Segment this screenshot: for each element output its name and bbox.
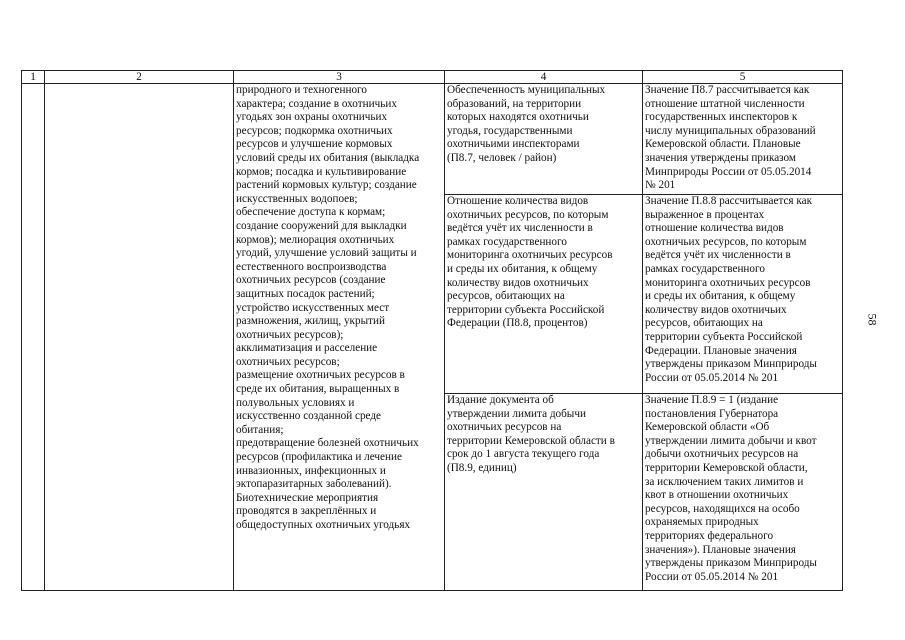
header-col-2: 2 — [45, 71, 234, 84]
indicator-p8-7: Обеспеченность муниципальных образований, на территории которых находятся охотничьи угодья, государственными охотничьими инспекторами (П8.7, человек / район) — [447, 84, 606, 164]
description-p8-8: Значение П.8.8 рассчитывается как выраженное в процентах отношение количества видов охотничьих ресурсов, по которым ведётся учёт их численности в рамках государственного мониторинга охотничьих ресурсов и среды их обитания, к общему количеству видов охотничьих ресурсов, обитающих на территории субъекта Российской Федерации. Плановые значения утверждены приказом Минприроды России от 05.05.2014 № 201 — [645, 195, 817, 384]
col1-cell-empty — [22, 84, 45, 591]
table-row — [22, 84, 843, 195]
header-col-4: 4 — [445, 71, 643, 84]
header-row — [22, 71, 843, 84]
header-col-3: 3 — [234, 71, 445, 84]
document-table — [21, 70, 843, 591]
indicator-p8-8: Отношение количества видов охотничьих ресурсов, по которым ведётся учёт их численности в рамках государственного мониторинга охотничьих ресурсов и среды их обитания, к общему количеству видов охотничьих ресурсов, обитающих на территории субъекта Российской Федерации (П8.8, процентов) — [447, 195, 613, 330]
description-p8-9: Значение П.8.9 = 1 (издание постановления Губернатора Кемеровской области «Об утверждении лимита добычи и квот добычи охотничьих ресурсов на территории Кемеровской области, за исключением таких лимитов и квот в отношении охотничьих ресурсов, находящихся на особо охраняемых природных территориях федерального значения»). Плановые значения утверждены приказом Минприроды России от 05.05.2014 № 201 — [645, 394, 817, 583]
measures-text: природного и техногенного характера; создание в охотничьих угодьях зон охраны охотничьих ресурсов; подкормка охотничьих ресурсов и улучшение кормовых условий среды их обитания (выкладка кормов; посадка и культивирование растений кормовых культур; создание искусственных водопоев; обеспечение доступа к кормам; создание сооружений для выкладки кормов); мелиорация охотничьих угодий, улучшение условий защиты и естественного воспроизводства охотничьих ресурсов (создание защитных посадок растений; устройство искусственных мест размножения, жилищ, укрытий охотничьих ресурсов); акклиматизация и расселение охотничьих ресурсов; размещение охотничьих ресурсов в среде их обитания, выращенных в полувольных условиях и искусственно созданной среде обитания; предотвращение болезней охотничьих ресурсов (профилактика и лечение инвазионных, инфекционных и эктопаразитарных заболеваний). Биотехнические мероприятия проводятся в закреплённых и общедоступных охотничьих угодьях — [236, 84, 420, 531]
col2-cell-empty — [45, 84, 234, 591]
description-p8-7: Значение П8.7 рассчитывается как отношение штатной численности государственных инспекторов к числу муниципальных образований Кемеровской области. Плановые значения утверждены приказом Минприроды России от 05.05.2014 № 201 — [645, 84, 816, 192]
page-number: 58 — [865, 313, 880, 326]
header-col-1: 1 — [22, 71, 45, 84]
indicator-p8-9: Издание документа об утверждении лимита добычи охотничьих ресурсов на территории Кемеровской области в срок до 1 августа текущего года (П8.9, единиц) — [447, 394, 615, 474]
header-col-5: 5 — [643, 71, 843, 84]
